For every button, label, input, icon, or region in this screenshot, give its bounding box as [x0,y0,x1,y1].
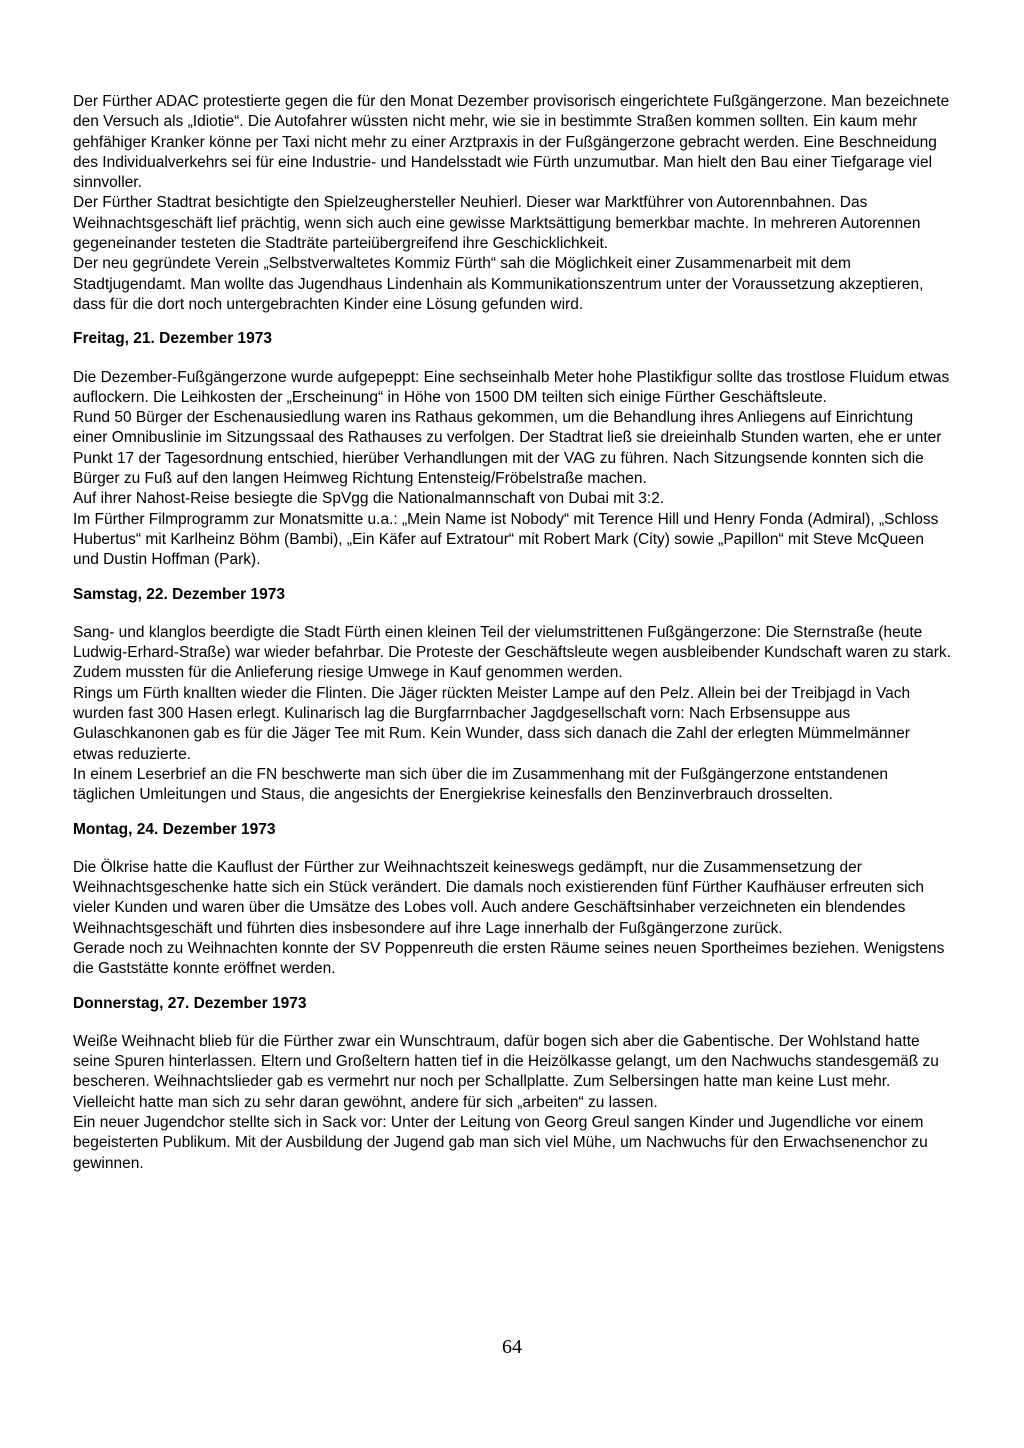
paragraph: Im Fürther Filmprogramm zur Monatsmitte u.a.: „Mein Name ist Nobody“ mit Terence Hill und Henry Fonda (Admiral), „Schloss Hubertus“ mit Karlheinz Böhm (Bambi), „Ein Käfer auf Extratour“ mit Robert Mark (City) sowie „Papillon“ mit Steve McQueen und Dustin Hoffman (Park). [73,510,939,569]
paragraph: Die Dezember-Fußgängerzone wurde aufgepeppt: Eine sechseinhalb Meter hohe Plastikfigur sollte das trostlose Fluidum etwas auflockern. Die Leihkosten der „Erscheinung“ in Höhe von 1500 DM teilten sich einige Fürther Geschäftsleute. [73,368,950,406]
paragraph: Sang- und klanglos beerdigte die Stadt Fürth einen kleinen Teil der vielumstrittenen Fußgängerzone: Die Sternstraße (heute Ludwig-Erhard-Straße) war wieder befahrbar. Die Proteste der Geschäftsleute wegen ausbleibender Kundschaft waren zu stark. Zudem mussten für die Anlieferung riesige Umwege in Kauf genommen werden. [73,623,951,682]
paragraph: Ein neuer Jugendchor stellte sich in Sack vor: Unter der Leitung von Georg Greul sangen Kinder und Jugendliche vor einem begeisterten Publikum. Mit der Ausbildung der Jugend gab man sich viel Mühe, um Nachwuchs für den Erwachsenenchor zu gewinnen. [73,1114,928,1172]
paragraph: Die Ölkrise hatte die Kauflust der Fürther zur Weihnachtszeit keineswegs gedämpft, nur die Zusammensetzung der Weihnachtsgeschenke hatte sich ein Stück verändert. Die damals noch existierenden fünf Fürther Kaufhäuser erfreuten sich vieler Kunden und waren über die Umsätze des Lobes voll. Auch andere Geschäftsinhaber verzeichneten ein blendendes Weihnachtsgeschäft und führten dies insbesondere auf ihre Lage innerhalb der Fußgängerzone zurück. [73,858,924,937]
paragraph: Rings um Fürth knallten wieder die Flinten. Die Jäger rückten Meister Lampe auf den Pelz. Allein bei der Treibjagd in Vach wurden fast 300 Hasen erlegt. Kulinarisch lag die Burgfarrnbacher Jagdgesellschaft vorn: Nach Erbsensuppe aus Gulaschkanonen gab es für die Jäger Tee mit Rum. Kein Wunder, dass sich danach die Zahl der erlegten Mümmelmänner etwas reduzierte. [73,684,911,763]
section-heading: Freitag, 21. Dezember 1973 [73,330,273,348]
page-number: 64 [502,1336,522,1358]
paragraph: Gerade noch zu Weihnachten konnte der SV Poppenreuth die ersten Räume seines neuen Sportheimes beziehen. Wenigstens die Gaststätte konnte eröffnet werden. [73,939,945,978]
paragraph: Der Fürther ADAC protestierte gegen die für den Monat Dezember provisorisch eingerichtete Fußgängerzone. Man bezeichnete den Versuch als „Idiotie“. Die Autofahrer wüssten nicht mehr, wie sie in bestimmte Straßen kommen sollten. Ein kaum mehr gehfähiger Kranker könne per Taxi nicht mehr zu einer Arztpraxis in der Fußgängerzone gebracht werden. Eine Beschneidung des Individualverkehrs sei für eine Industrie- und Handelsstadt wie Fürth unzumutbar. Man hielt den Bau einer Tiefgarage viel sinnvoller. [73,93,950,192]
section-heading: Samstag, 22. Dezember 1973 [73,585,285,603]
paragraph: Auf ihrer Nahost-Reise besiegte die SpVgg die Nationalmannschaft von Dubai mit 3:2. [73,490,665,508]
section-heading: Montag, 24. Dezember 1973 [73,820,276,838]
paragraph: Der Fürther Stadtrat besichtigte den Spielzeughersteller Neuhierl. Dieser war Marktführer von Autorennbahnen. Das Weihnachtsgeschäft lief prächtig, wenn sich auch eine gewisse Marktsättigung bemerkbar machte. In mehreren Autorennen gegeneinander testeten die Stadträte parteiübergreifend ihre Geschicklichkeit. [73,194,921,253]
paragraph: Der neu gegründete Verein „Selbstverwaltetes Kommiz Fürth“ sah die Möglichkeit einer Zusammenarbeit mit dem Stadtjugendamt. Man wollte das Jugendhaus Lindenhain als Kommunikationszentrum unter der Voraussetzung akzeptieren, dass für die dort noch untergebrachten Kinder eine Lösung gefunden wird. [73,255,924,313]
paragraph: In einem Leserbrief an die FN beschwerte man sich über die im Zusammenhang mit der Fußgängerzone entstandenen täglichen Umleitungen und Staus, die angesichts der Energiekrise keinesfalls den Benzinverbrauch drosselten. [73,765,889,804]
document-body [73,92,951,1174]
section-heading: Donnerstag, 27. Dezember 1973 [73,994,307,1012]
paragraph: Rund 50 Bürger der Eschenausiedlung waren ins Rathaus gekommen, um die Behandlung ihres Anliegens auf Einrichtung einer Omnibuslinie im Sitzungssaal des Rathauses zu verfolgen. Der Stadtrat ließ sie dreieinhalb Stunden warten, ehe er unter Punkt 17 der Tagesordnung entschied, hierüber Verhandlungen mit der VAG zu führen. Nach Sitzungsende konnten sich die Bürger zu Fuß auf den langen Heimweg Richtung Entensteig/Fröbelstraße machen. [73,409,942,488]
paragraph: Weiße Weihnacht blieb für die Fürther zwar ein Wunschtraum, dafür bogen sich aber die Gabentische. Der Wohlstand hatte seine Spuren hinterlassen. Eltern und Großeltern hatten tief in die Heizölkasse gelangt, um den Nachwuchs standesgemäß zu bescheren. Weihnachtslieder gab es vermehrt nur noch per Schallplatte. Zum Selbersingen hatte man keine Lust mehr. Vielleicht hatte man sich zu sehr daran gewöhnt, andere für sich „arbeiten“ zu lassen. [73,1032,939,1111]
